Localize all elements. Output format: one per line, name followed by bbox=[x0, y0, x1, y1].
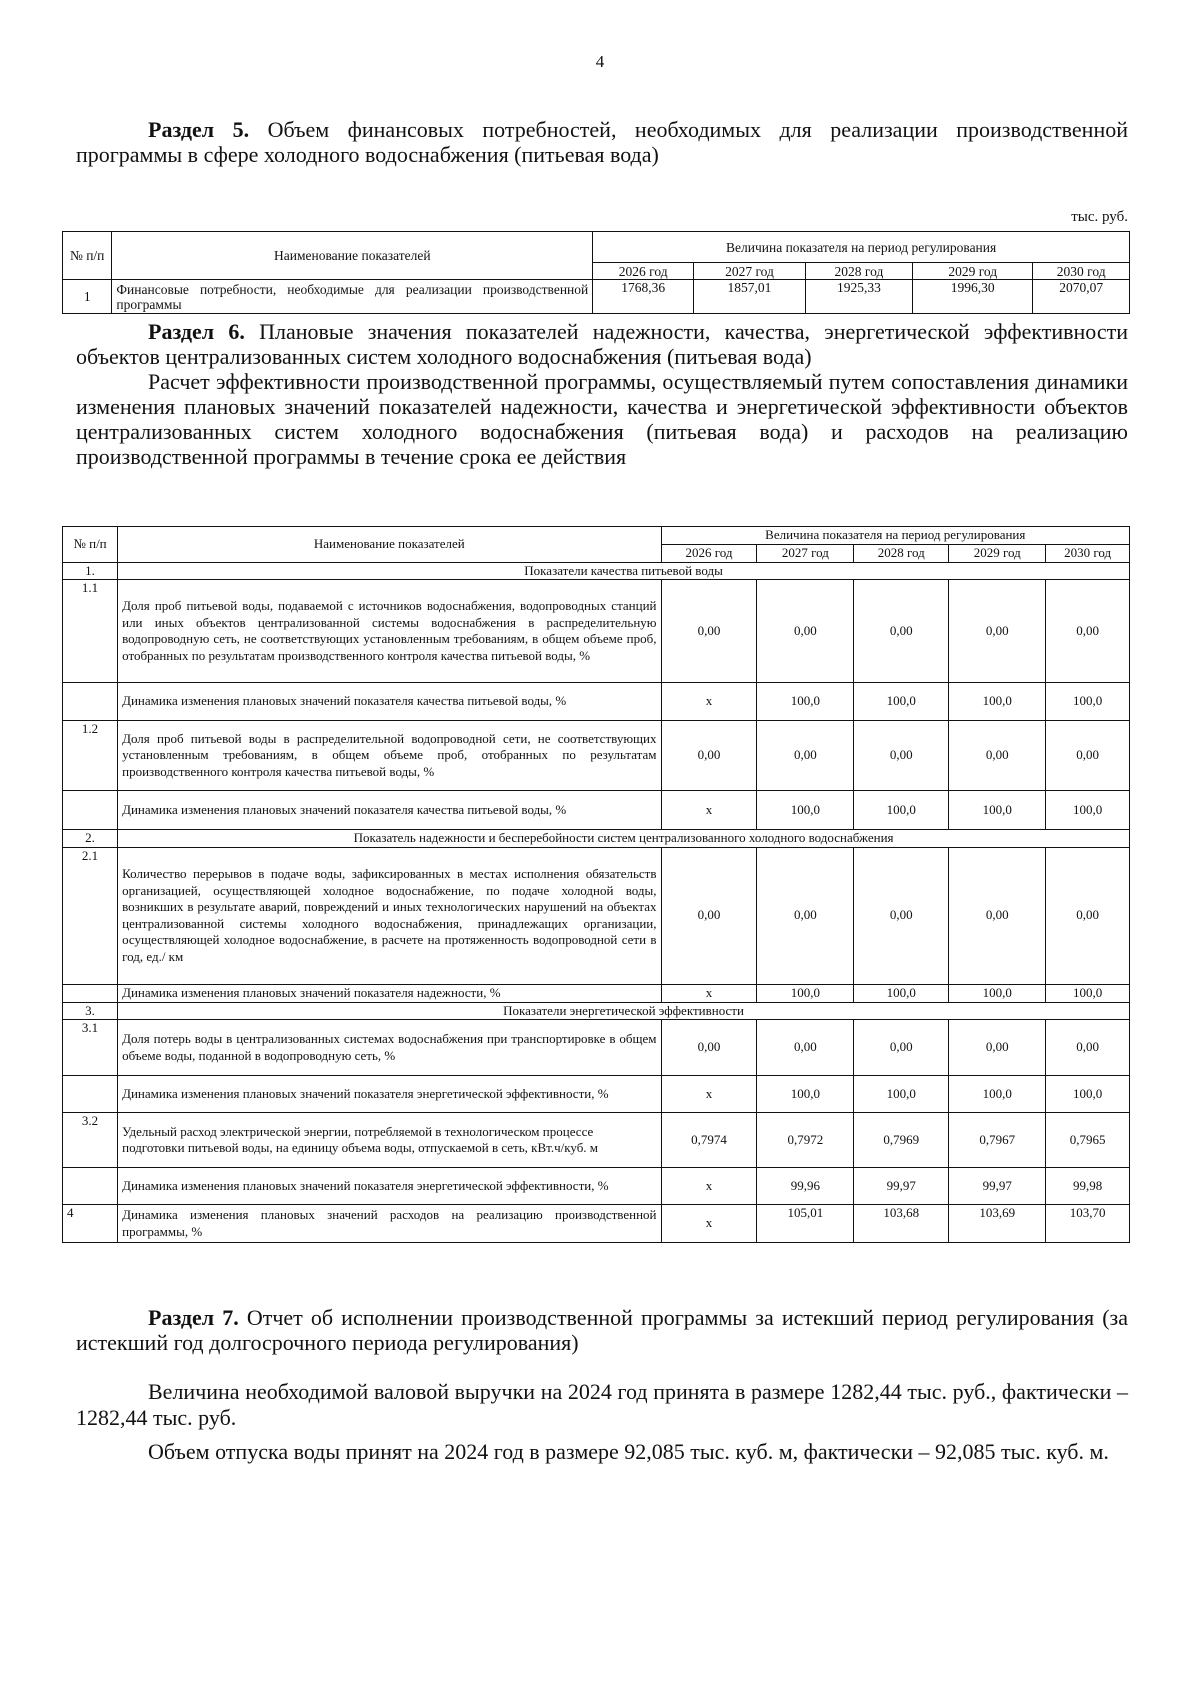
row-value: 100,0 bbox=[1046, 984, 1130, 1002]
year-header: 2029 год bbox=[913, 263, 1033, 280]
section-6-title: Плановые значения показателей надежности, качества, энергетической эффективности объектов централизованных систем холодного водоснабжения (питьевая вода) bbox=[76, 319, 1128, 369]
row-value: 100,0 bbox=[949, 1076, 1046, 1113]
row-name: Динамика изменения плановых значений показателя качества питьевой воды, % bbox=[118, 683, 661, 721]
table-row bbox=[63, 1113, 1130, 1168]
row-value: 0,7974 bbox=[661, 1113, 757, 1168]
col-header-period: Величина показателя на период регулирования bbox=[593, 232, 1130, 263]
row-value: 100,0 bbox=[1046, 1076, 1130, 1113]
row-name: Доля проб питьевой воды, подаваемой с источников водоснабжения, водопроводных станций или иных объектов централизованной системы водоснабжения в распределительную водопроводную сеть, не соответствующих установленным требованиям, в общем объеме проб, отобранных по результатам производственного контроля качества питьевой воды, % bbox=[118, 580, 661, 683]
group-title: Показатель надежности и бесперебойности систем централизованного холодного водоснабжения bbox=[118, 830, 1130, 848]
section-7-title: Отчет об исполнении производственной программы за истекший период регулирования (за истекший год долгосрочного периода регулирования) bbox=[76, 1305, 1128, 1355]
row-value: х bbox=[661, 1168, 757, 1205]
row-value: 0,00 bbox=[757, 847, 854, 984]
col-header-num: № п/п bbox=[63, 527, 118, 563]
row-value: 100,0 bbox=[757, 1076, 854, 1113]
table-row bbox=[63, 791, 1130, 830]
row-value: 0,00 bbox=[661, 847, 757, 984]
row-value: 0,00 bbox=[757, 1020, 854, 1076]
col-header-num: № п/п bbox=[63, 232, 112, 280]
table-row bbox=[63, 721, 1130, 791]
table-row bbox=[63, 1020, 1130, 1076]
group-num: 3. bbox=[63, 1002, 118, 1020]
row-value: х bbox=[661, 1205, 757, 1243]
section-7-heading bbox=[76, 1305, 1128, 1355]
row-name: Динамика изменения плановых значений расходов на реализацию производственной программы, % bbox=[118, 1205, 661, 1243]
col-header-name: Наименование показателей bbox=[118, 527, 661, 563]
table-row bbox=[63, 580, 1130, 683]
row-value: 100,0 bbox=[854, 683, 949, 721]
row-num: 1.2 bbox=[63, 721, 118, 791]
section-6-intro-text: Расчет эффективности производственной программы, осуществляемый путем сопоставления динамики изменения плановых значений показателей надежности, качества и энергетической эффективности объектов централизованных систем холодного водоснабжения (питьевая вода) и расходов на реализацию производственной программы в течение срока ее действия bbox=[76, 369, 1128, 469]
year-header: 2026 год bbox=[593, 263, 694, 280]
row-name: Доля потерь воды в централизованных системах водоснабжения при транспортировке в общем объеме воды, поданной в водопроводную сеть, % bbox=[118, 1020, 661, 1076]
paragraph-1-text: Величина необходимой валовой выручки на 2024 год принята в размере 1282,44 тыс. руб., фактически – 1282,44 тыс. руб. bbox=[76, 1379, 1128, 1430]
table-header-row bbox=[63, 232, 1130, 263]
table-header-row bbox=[63, 527, 1130, 545]
section-5-heading bbox=[76, 117, 1128, 167]
row-num: 1.1 bbox=[63, 580, 118, 683]
group-row bbox=[63, 1002, 1130, 1020]
year-header: 2026 год bbox=[661, 545, 757, 563]
table-row bbox=[63, 847, 1130, 984]
row-name: Динамика изменения плановых значений показателя энергетической эффективности, % bbox=[118, 1168, 661, 1205]
row-value: 105,01 bbox=[757, 1205, 854, 1243]
row-num: 4 bbox=[63, 1205, 118, 1243]
year-header: 2030 год bbox=[1046, 545, 1130, 563]
paragraph-2-text: Объем отпуска воды принят на 2024 год в размере 92,085 тыс. куб. м, фактически – 92,085 тыс. куб. м. bbox=[148, 1439, 1109, 1464]
row-value: 100,0 bbox=[854, 791, 949, 830]
row-value: 100,0 bbox=[854, 1076, 949, 1113]
table-row bbox=[63, 1076, 1130, 1113]
row-value: 100,0 bbox=[1046, 683, 1130, 721]
year-header: 2027 год bbox=[757, 545, 854, 563]
row-value: х bbox=[661, 683, 757, 721]
row-name: Динамика изменения плановых значений показателя энергетической эффективности, % bbox=[118, 1076, 661, 1113]
row-value: 1996,30 bbox=[913, 280, 1033, 314]
group-row bbox=[63, 562, 1130, 580]
row-value: 0,00 bbox=[854, 1020, 949, 1076]
page-number: 4 bbox=[595, 52, 605, 71]
row-name: Динамика изменения плановых значений показателя надежности, % bbox=[118, 984, 661, 1002]
section-7-paragraph-1 bbox=[76, 1379, 1128, 1431]
row-value: 100,0 bbox=[1046, 791, 1130, 830]
row-value: 99,98 bbox=[1046, 1168, 1130, 1205]
row-value: 1925,33 bbox=[805, 280, 912, 314]
row-value: 0,7967 bbox=[949, 1113, 1046, 1168]
row-value: 0,7972 bbox=[757, 1113, 854, 1168]
group-num: 1. bbox=[63, 562, 118, 580]
table-row bbox=[63, 683, 1130, 721]
row-name: Динамика изменения плановых значений показателя качества питьевой воды, % bbox=[118, 791, 661, 830]
group-num: 2. bbox=[63, 830, 118, 848]
row-value: 0,00 bbox=[757, 721, 854, 791]
row-value: 1857,01 bbox=[694, 280, 806, 314]
section-6-intro bbox=[76, 369, 1128, 469]
section-6-label: Раздел 6. bbox=[148, 319, 245, 344]
row-num: 3.1 bbox=[63, 1020, 118, 1076]
row-value: 103,68 bbox=[854, 1205, 949, 1243]
row-value: 0,00 bbox=[949, 721, 1046, 791]
group-row bbox=[63, 830, 1130, 848]
indicators-table bbox=[62, 526, 1130, 1243]
year-header: 2028 год bbox=[854, 545, 949, 563]
row-num-empty bbox=[63, 1168, 118, 1205]
row-value: 0,00 bbox=[757, 580, 854, 683]
row-num: 2.1 bbox=[63, 847, 118, 984]
row-name: Доля проб питьевой воды в распределительной водопроводной сети, не соответствующих установленным требованиям, в общем объеме проб, отобранных по результатам производственного контроля качества питьевой воды, % bbox=[118, 721, 661, 791]
row-value: 100,0 bbox=[757, 791, 854, 830]
row-value: 99,97 bbox=[854, 1168, 949, 1205]
row-value: 0,7965 bbox=[1046, 1113, 1130, 1168]
row-name: Количество перерывов в подаче воды, зафиксированных в местах исполнения обязательств организацией, осуществляющей холодное водоснабжение, по подаче холодной воды, возникших в результате аварий, повреждений и иных технологических нарушений на объектах централизованной системы холодного водоснабжения, принадлежащих организации, осуществляющей холодное водоснабжение, в расчете на протяженность водопроводной сети в год, ед./ км bbox=[118, 847, 661, 984]
table-row bbox=[63, 1168, 1130, 1205]
row-value: 100,0 bbox=[854, 984, 949, 1002]
row-value: 99,97 bbox=[949, 1168, 1046, 1205]
section-5-title: Объем финансовых потребностей, необходимых для реализации производственной программы в сфере холодного водоснабжения (питьевая вода) bbox=[76, 117, 1128, 167]
row-value: 0,00 bbox=[661, 1020, 757, 1076]
section-7-label: Раздел 7. bbox=[148, 1305, 239, 1330]
col-header-name: Наименование показателей bbox=[112, 232, 593, 280]
row-value: 100,0 bbox=[757, 984, 854, 1002]
financial-needs-table bbox=[62, 231, 1130, 314]
section-6-heading bbox=[76, 319, 1128, 369]
row-name: Финансовые потребности, необходимые для реализации производственной программы bbox=[112, 280, 593, 314]
row-value: 0,00 bbox=[1046, 1020, 1130, 1076]
table-row bbox=[63, 280, 1130, 314]
row-value: 0,00 bbox=[661, 580, 757, 683]
col-header-period: Величина показателя на период регулирования bbox=[661, 527, 1129, 545]
row-value: 0,00 bbox=[949, 580, 1046, 683]
row-name: Удельный расход электрической энергии, потребляемой в технологическом процессе подготовки питьевой воды, на единицу объема воды, отпускаемой в сеть, кВт.ч/куб. м bbox=[118, 1113, 661, 1168]
row-value: 0,00 bbox=[949, 1020, 1046, 1076]
year-header: 2028 год bbox=[805, 263, 912, 280]
section-7-paragraph-2 bbox=[76, 1439, 1128, 1465]
row-num-empty bbox=[63, 791, 118, 830]
currency-unit: тыс. руб. bbox=[1071, 209, 1128, 225]
row-num-empty bbox=[63, 683, 118, 721]
row-value: 0,00 bbox=[1046, 721, 1130, 791]
row-num: 3.2 bbox=[63, 1113, 118, 1168]
section-5-label: Раздел 5. bbox=[148, 117, 250, 142]
row-value: 1768,36 bbox=[593, 280, 694, 314]
row-value: 100,0 bbox=[949, 984, 1046, 1002]
group-title: Показатели энергетической эффективности bbox=[118, 1002, 1130, 1020]
table-row bbox=[63, 1205, 1130, 1243]
row-value: 103,70 bbox=[1046, 1205, 1130, 1243]
row-value: 0,00 bbox=[949, 847, 1046, 984]
row-value: х bbox=[661, 791, 757, 830]
row-value: х bbox=[661, 1076, 757, 1113]
table-row bbox=[63, 984, 1130, 1002]
row-value: 100,0 bbox=[949, 791, 1046, 830]
year-header: 2029 год bbox=[949, 545, 1046, 563]
row-value: 0,00 bbox=[854, 580, 949, 683]
row-value: 0,00 bbox=[661, 721, 757, 791]
year-header: 2027 год bbox=[694, 263, 806, 280]
row-value: 2070,07 bbox=[1033, 280, 1130, 314]
row-value: 0,00 bbox=[1046, 847, 1130, 984]
row-num-empty bbox=[63, 984, 118, 1002]
row-value: 100,0 bbox=[949, 683, 1046, 721]
row-value: 0,00 bbox=[854, 721, 949, 791]
row-value: 0,7969 bbox=[854, 1113, 949, 1168]
row-value: 100,0 bbox=[757, 683, 854, 721]
row-num-empty bbox=[63, 1076, 118, 1113]
row-value: 99,96 bbox=[757, 1168, 854, 1205]
year-header: 2030 год bbox=[1033, 263, 1130, 280]
group-title: Показатели качества питьевой воды bbox=[118, 562, 1130, 580]
row-num: 1 bbox=[63, 280, 112, 314]
row-value: 0,00 bbox=[854, 847, 949, 984]
row-value: 103,69 bbox=[949, 1205, 1046, 1243]
row-value: х bbox=[661, 984, 757, 1002]
row-value: 0,00 bbox=[1046, 580, 1130, 683]
